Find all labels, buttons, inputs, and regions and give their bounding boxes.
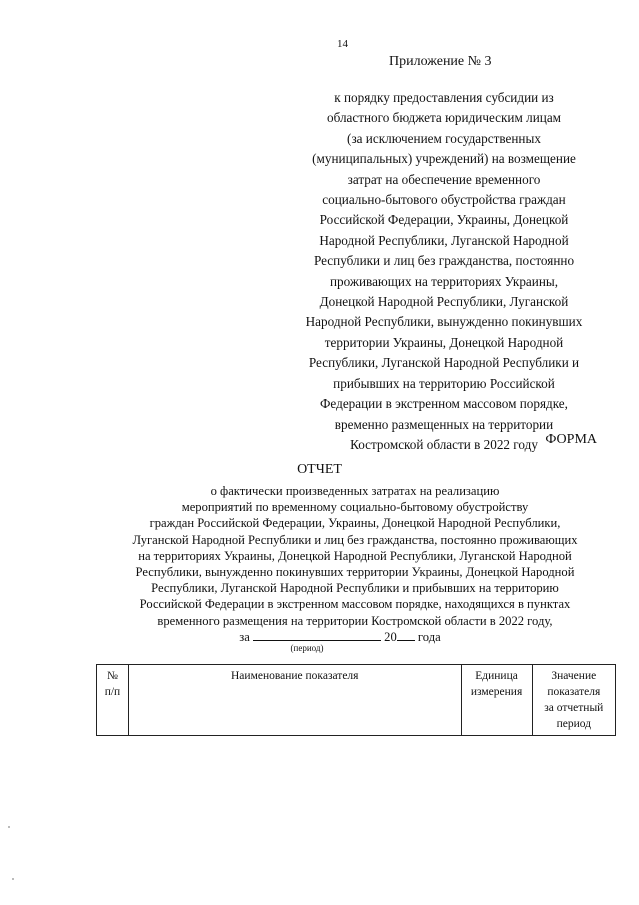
header-line: измерения [470, 686, 523, 698]
appendix-line: Российской Федерации, Украины, Донецкой [319, 212, 569, 228]
appendix-text [268, 88, 620, 455]
period-year-prefix: 20 [384, 630, 397, 644]
report-line: временного размещения на территории Костромской области в 2022 году, [157, 613, 553, 628]
header-line: Наименование показателя [231, 670, 359, 682]
scan-speck [12, 878, 14, 880]
period-blank[interactable] [253, 628, 381, 641]
appendix-line: временно размещенных на территории [334, 416, 554, 432]
report-description [90, 483, 620, 629]
report-line: на территориях Украины, Донецкой Народной Республики, Луганской Народной [138, 548, 572, 563]
scan-speck [8, 826, 10, 828]
report-line: мероприятий по временному социально-бытовому обустройству [181, 500, 529, 515]
appendix-line: Республики, Луганской Народной Республики и [308, 355, 580, 371]
form-label: ФОРМА [545, 432, 597, 447]
header-number [97, 665, 129, 736]
header-line: Значение [551, 670, 597, 682]
period-suffix: года [417, 630, 441, 644]
appendix-line: проживающих на территориях Украины, [329, 273, 559, 289]
appendix-line: затрат на обеспечение временного [347, 171, 541, 187]
appendix-line: областного бюджета юридическим лицам [326, 110, 562, 126]
appendix-line: Народной Республики, вынужденно покинувших [305, 314, 583, 330]
report-line: Республики, вынужденно покинувших территории Украины, Донецкой Народной [135, 565, 575, 580]
header-indicator-name [128, 665, 461, 736]
header-line: п/п [104, 686, 121, 698]
report-line: о фактически произведенных затратах на реализацию [210, 484, 500, 498]
header-line: № [106, 670, 118, 682]
report-line: граждан Российской Федерации, Украины, Донецкой Народной Республики, [149, 516, 561, 531]
period-caption: (период) [290, 643, 324, 653]
header-unit [461, 665, 532, 736]
appendix-line: (муниципальных) учреждений) на возмещение [312, 151, 576, 167]
table-header-row [97, 665, 616, 736]
appendix-line: к порядку предоставления субсидии из [334, 90, 554, 105]
period-prefix: за [239, 630, 250, 644]
appendix-line: социально-бытового обустройства граждан [322, 192, 566, 208]
appendix-line: Федерации в экстренном массовом порядке, [320, 396, 568, 412]
appendix-line: Костромской области в 2022 году [350, 436, 538, 452]
appendix-line: Народной Республики, Луганской Народной [319, 232, 569, 248]
appendix-line: территории Украины, Донецкой Народной [324, 334, 564, 350]
indicators-table [96, 664, 616, 736]
header-line: Единица [475, 670, 518, 682]
report-line: Республики, Луганской Народной Республики и прибывших на территорию [151, 581, 559, 596]
report-title: ОТЧЕТ [297, 462, 342, 477]
appendix-line: прибывших на территорию Российской [333, 375, 555, 391]
appendix-title: Приложение № 3 [389, 54, 492, 69]
report-line: Российской Федерации в экстренном массовом порядке, находящихся в пунктах [139, 597, 571, 612]
header-line: период [556, 718, 591, 730]
appendix-line: Донецкой Народной Республики, Луганской [319, 294, 569, 310]
header-line: показателя [547, 686, 601, 698]
page-number: 14 [337, 38, 348, 50]
report-line: Луганской Народной Республики и лиц без гражданства, постоянно проживающих [132, 532, 578, 547]
header-value [532, 665, 615, 736]
appendix-line: (за исключением государственных [347, 130, 541, 146]
year-blank[interactable] [397, 628, 415, 641]
header-line: за отчетный [544, 702, 604, 714]
appendix-line: Республики и лиц без гражданства, постоянно [313, 253, 575, 269]
